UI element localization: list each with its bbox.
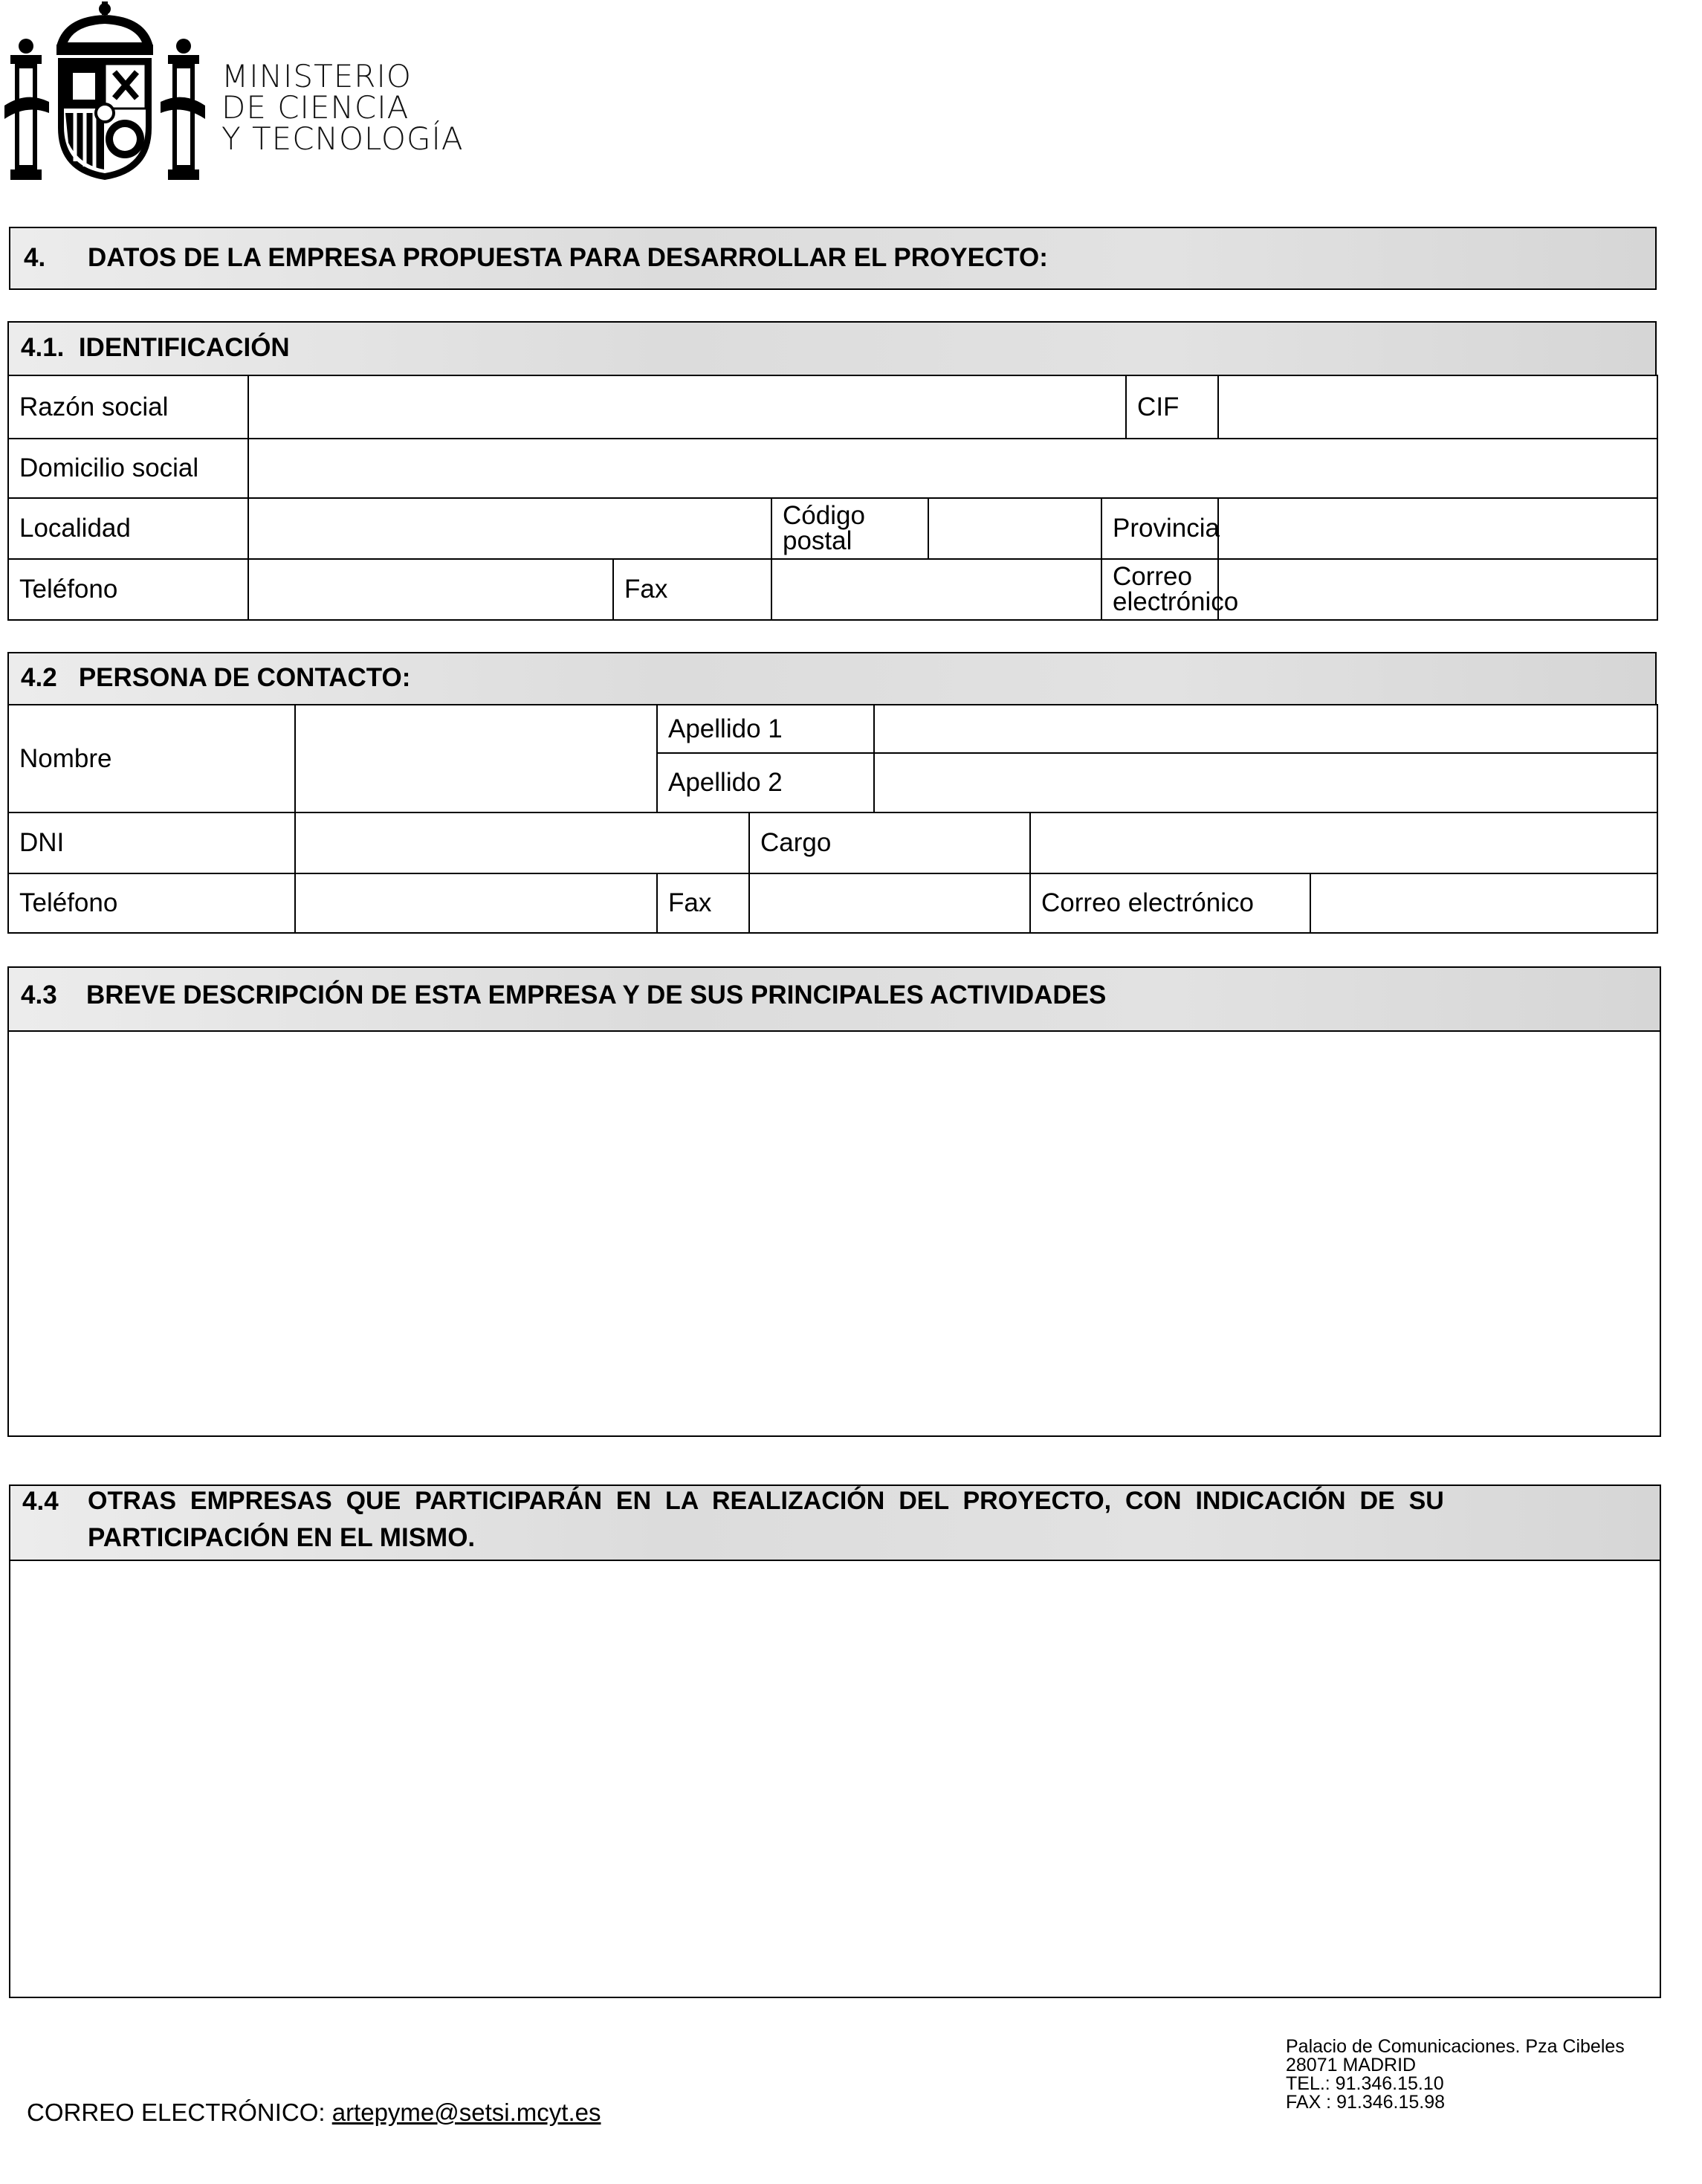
domicilio-social-label: Domicilio social — [8, 439, 248, 498]
correo-input[interactable] — [1218, 559, 1657, 620]
section-41-header — [7, 321, 1657, 376]
dni-input[interactable] — [295, 812, 749, 873]
contact-correo-label: Correo electrónico — [1030, 873, 1310, 933]
cif-input[interactable] — [1218, 375, 1657, 439]
section-44-title-line-2: PARTICIPACIÓN EN EL MISMO. — [88, 1523, 476, 1552]
domicilio-social-input[interactable] — [248, 439, 1657, 498]
correo-label — [1101, 559, 1239, 620]
contact-table — [7, 704, 1658, 934]
razon-social-label: Razón social — [8, 375, 248, 439]
section-4-number: 4. — [24, 243, 46, 272]
codigo-postal-input[interactable] — [928, 498, 1101, 559]
codigo-postal-label-line-1: Código — [783, 501, 865, 530]
ministry-name — [221, 58, 464, 157]
footer-email-label: CORREO ELECTRÓNICO: — [27, 2099, 332, 2126]
fax-input[interactable] — [771, 559, 1101, 620]
apellido2-label: Apellido 2 — [657, 753, 874, 812]
section-44-header — [9, 1484, 1661, 1561]
footer-address-line-4: FAX : 91.346.15.98 — [1286, 2092, 1446, 2113]
footer-address-line-3: TEL.: 91.346.15.10 — [1286, 2073, 1444, 2094]
contact-fax-label: Fax — [657, 873, 749, 933]
cargo-label: Cargo — [749, 812, 1030, 873]
section-42-title: 4.2 PERSONA DE CONTACTO: — [21, 663, 411, 692]
ministry-line-2: DE CIENCIA — [221, 89, 410, 126]
section-43-number: 4.3 — [21, 980, 57, 1009]
nombre-label: Nombre — [8, 705, 295, 812]
dni-label: DNI — [8, 812, 295, 873]
apellido2-input[interactable] — [874, 753, 1657, 812]
contact-correo-input[interactable] — [1310, 873, 1657, 933]
fax-label: Fax — [613, 559, 771, 620]
provincia-input[interactable] — [1218, 498, 1657, 559]
section-4-header — [9, 227, 1657, 290]
codigo-postal-label — [771, 498, 928, 559]
footer-address — [1286, 2038, 1625, 2112]
section-43-textarea[interactable] — [7, 1030, 1661, 1437]
section-43-header — [7, 966, 1661, 1032]
identification-table — [7, 375, 1658, 621]
telefono-input[interactable] — [248, 559, 613, 620]
contact-telefono-input[interactable] — [295, 873, 657, 933]
apellido1-label: Apellido 1 — [657, 705, 874, 753]
cargo-input[interactable] — [1030, 812, 1657, 873]
footer-address-line-1: Palacio de Comunicaciones. Pza Cibeles — [1286, 2036, 1625, 2057]
section-44-number: 4.4 — [22, 1487, 59, 1516]
nombre-input[interactable] — [295, 705, 657, 812]
codigo-postal-label-line-2: postal — [783, 526, 852, 555]
footer-email-link[interactable]: artepyme@setsi.mcyt.es — [331, 2099, 601, 2126]
footer-address-line-2: 28071 MADRID — [1286, 2055, 1417, 2075]
ministry-line-1: MINISTERIO — [221, 58, 412, 94]
section-44-title-line-1: OTRAS EMPRESAS QUE PARTICIPARÁN EN LA REALIZACIÓN DEL PROYECTO, CON INDICACIÓN DE SU — [88, 1487, 1444, 1515]
section-43-title: BREVE DESCRIPCIÓN DE ESTA EMPRESA Y DE SUS PRINCIPALES ACTIVIDADES — [86, 980, 1107, 1009]
provincia-label: Provincia — [1101, 498, 1218, 559]
ministry-line-3: Y TECNOLOGÍA — [221, 120, 464, 157]
apellido1-input[interactable] — [874, 705, 1657, 753]
correo-label-line-1: Correo — [1113, 562, 1192, 591]
telefono-label: Teléfono — [8, 559, 248, 620]
section-41-title: 4.1. IDENTIFICACIÓN — [21, 333, 290, 362]
correo-label-line-2: electrónico — [1113, 587, 1239, 616]
coat-of-arms-logo — [4, 1, 205, 187]
contact-telefono-label: Teléfono — [8, 873, 295, 933]
section-44-textarea[interactable] — [9, 1560, 1661, 1998]
cif-label: CIF — [1126, 375, 1218, 439]
footer-email — [27, 2099, 601, 2127]
section-42-header — [7, 652, 1657, 705]
section-4-title: DATOS DE LA EMPRESA PROPUESTA PARA DESARROLLAR EL PROYECTO: — [88, 243, 1048, 272]
contact-fax-input[interactable] — [749, 873, 1030, 933]
localidad-input[interactable] — [248, 498, 771, 559]
localidad-label: Localidad — [8, 498, 248, 559]
razon-social-input[interactable] — [248, 375, 1126, 439]
